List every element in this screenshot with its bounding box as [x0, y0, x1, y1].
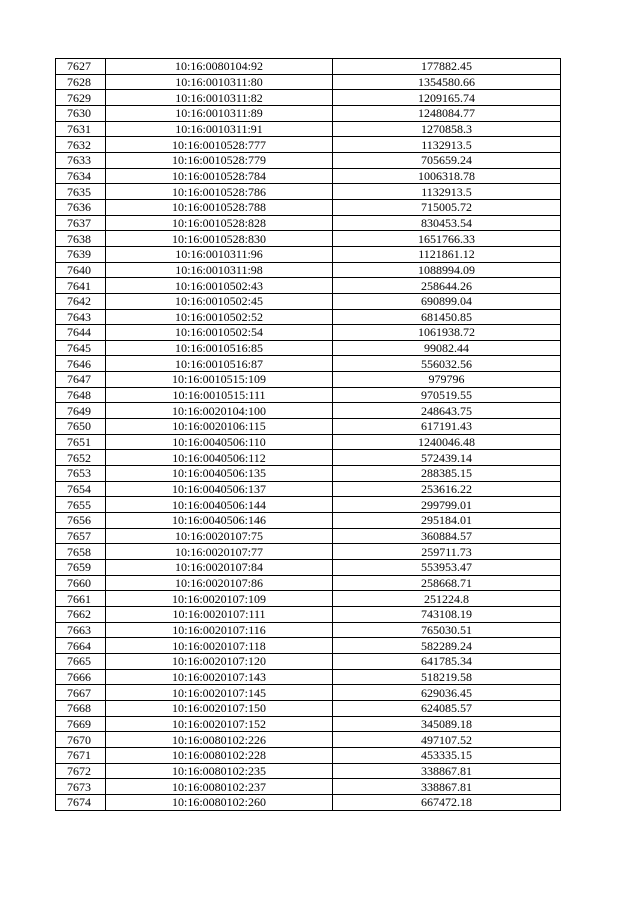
cadastral-number-cell: 10:16:0010502:43	[106, 278, 333, 294]
value-cell: 453335.15	[333, 747, 561, 763]
row-number-cell: 7664	[56, 638, 106, 654]
row-number-cell: 7670	[56, 732, 106, 748]
table-row	[56, 121, 561, 137]
cadastral-number-cell: 10:16:0080102:237	[106, 779, 333, 795]
table-row	[56, 575, 561, 591]
row-number-cell: 7668	[56, 700, 106, 716]
row-number-cell: 7665	[56, 653, 106, 669]
row-number-cell: 7659	[56, 560, 106, 576]
table-row	[56, 278, 561, 294]
row-number-cell: 7631	[56, 121, 106, 137]
row-number-cell: 7662	[56, 606, 106, 622]
cadastral-number-cell: 10:16:0040506:146	[106, 513, 333, 529]
table-row	[56, 340, 561, 356]
value-cell: 99082.44	[333, 340, 561, 356]
row-number-cell: 7651	[56, 434, 106, 450]
row-number-cell: 7629	[56, 90, 106, 106]
table-row	[56, 184, 561, 200]
table-row	[56, 74, 561, 90]
row-number-cell: 7653	[56, 466, 106, 482]
table-row	[56, 638, 561, 654]
table-row	[56, 450, 561, 466]
cadastral-number-cell: 10:16:0010502:45	[106, 293, 333, 309]
value-cell: 345089.18	[333, 716, 561, 732]
value-cell: 979796	[333, 372, 561, 388]
cadastral-number-cell: 10:16:0040506:135	[106, 466, 333, 482]
cadastral-number-cell: 10:16:0020107:152	[106, 716, 333, 732]
table-row	[56, 794, 561, 810]
row-number-cell: 7636	[56, 199, 106, 215]
row-number-cell: 7641	[56, 278, 106, 294]
row-number-cell: 7648	[56, 387, 106, 403]
table-row	[56, 685, 561, 701]
cadastral-number-cell: 10:16:0080102:260	[106, 794, 333, 810]
value-cell: 1240046.48	[333, 434, 561, 450]
table-row	[56, 732, 561, 748]
value-cell: 338867.81	[333, 779, 561, 795]
cadastral-number-cell: 10:16:0080102:235	[106, 763, 333, 779]
cadastral-number-cell: 10:16:0010528:777	[106, 137, 333, 153]
value-cell: 553953.47	[333, 560, 561, 576]
value-cell: 1121861.12	[333, 246, 561, 262]
value-cell: 338867.81	[333, 763, 561, 779]
row-number-cell: 7647	[56, 372, 106, 388]
value-cell: 295184.01	[333, 513, 561, 529]
row-number-cell: 7667	[56, 685, 106, 701]
table-row	[56, 528, 561, 544]
value-cell: 1132913.5	[333, 137, 561, 153]
value-cell: 258668.71	[333, 575, 561, 591]
value-cell: 705659.24	[333, 152, 561, 168]
value-cell: 1270858.3	[333, 121, 561, 137]
value-cell: 177882.45	[333, 59, 561, 75]
row-number-cell: 7666	[56, 669, 106, 685]
table-row	[56, 309, 561, 325]
cadastral-number-cell: 10:16:0020107:75	[106, 528, 333, 544]
row-number-cell: 7643	[56, 309, 106, 325]
table-row	[56, 105, 561, 121]
row-number-cell: 7640	[56, 262, 106, 278]
table-row	[56, 356, 561, 372]
cadastral-number-cell: 10:16:0010311:82	[106, 90, 333, 106]
cadastral-value-table	[55, 58, 561, 811]
value-cell: 248643.75	[333, 403, 561, 419]
table-row	[56, 231, 561, 247]
cadastral-number-cell: 10:16:0010528:786	[106, 184, 333, 200]
row-number-cell: 7673	[56, 779, 106, 795]
row-number-cell: 7658	[56, 544, 106, 560]
value-cell: 667472.18	[333, 794, 561, 810]
table-row	[56, 544, 561, 560]
row-number-cell: 7655	[56, 497, 106, 513]
table-row	[56, 560, 561, 576]
row-number-cell: 7650	[56, 419, 106, 435]
table-row	[56, 419, 561, 435]
row-number-cell: 7671	[56, 747, 106, 763]
table-row	[56, 466, 561, 482]
cadastral-number-cell: 10:16:0020107:84	[106, 560, 333, 576]
value-cell: 556032.56	[333, 356, 561, 372]
value-cell: 360884.57	[333, 528, 561, 544]
cadastral-number-cell: 10:16:0010515:109	[106, 372, 333, 388]
table-row	[56, 747, 561, 763]
table-row	[56, 622, 561, 638]
cadastral-number-cell: 10:16:0010311:98	[106, 262, 333, 278]
row-number-cell: 7663	[56, 622, 106, 638]
row-number-cell: 7669	[56, 716, 106, 732]
row-number-cell: 7644	[56, 325, 106, 341]
table-row	[56, 372, 561, 388]
table-row	[56, 606, 561, 622]
table-row	[56, 387, 561, 403]
row-number-cell: 7635	[56, 184, 106, 200]
row-number-cell: 7661	[56, 591, 106, 607]
cadastral-number-cell: 10:16:0010528:788	[106, 199, 333, 215]
table-row	[56, 653, 561, 669]
row-number-cell: 7649	[56, 403, 106, 419]
cadastral-number-cell: 10:16:0020107:86	[106, 575, 333, 591]
value-cell: 830453.54	[333, 215, 561, 231]
value-cell: 299799.01	[333, 497, 561, 513]
cadastral-number-cell: 10:16:0010311:80	[106, 74, 333, 90]
cadastral-number-cell: 10:16:0040506:112	[106, 450, 333, 466]
value-cell: 624085.57	[333, 700, 561, 716]
table-row	[56, 59, 561, 75]
cadastral-number-cell: 10:16:0080102:226	[106, 732, 333, 748]
row-number-cell: 7630	[56, 105, 106, 121]
row-number-cell: 7627	[56, 59, 106, 75]
value-cell: 1006318.78	[333, 168, 561, 184]
table-row	[56, 152, 561, 168]
value-cell: 518219.58	[333, 669, 561, 685]
row-number-cell: 7628	[56, 74, 106, 90]
table-row	[56, 90, 561, 106]
table-row	[56, 246, 561, 262]
value-cell: 765030.51	[333, 622, 561, 638]
row-number-cell: 7656	[56, 513, 106, 529]
cadastral-number-cell: 10:16:0010311:91	[106, 121, 333, 137]
table-row	[56, 199, 561, 215]
value-cell: 1651766.33	[333, 231, 561, 247]
value-cell: 690899.04	[333, 293, 561, 309]
table-row	[56, 700, 561, 716]
table-row	[56, 591, 561, 607]
row-number-cell: 7634	[56, 168, 106, 184]
cadastral-number-cell: 10:16:0010516:85	[106, 340, 333, 356]
table-row	[56, 293, 561, 309]
cadastral-number-cell: 10:16:0010311:89	[106, 105, 333, 121]
row-number-cell: 7654	[56, 481, 106, 497]
cadastral-number-cell: 10:16:0020104:100	[106, 403, 333, 419]
cadastral-number-cell: 10:16:0020107:118	[106, 638, 333, 654]
value-cell: 288385.15	[333, 466, 561, 482]
table-row	[56, 434, 561, 450]
cadastral-number-cell: 10:16:0040506:144	[106, 497, 333, 513]
cadastral-number-cell: 10:16:0020107:150	[106, 700, 333, 716]
value-cell: 681450.85	[333, 309, 561, 325]
row-number-cell: 7642	[56, 293, 106, 309]
cadastral-number-cell: 10:16:0010528:779	[106, 152, 333, 168]
table-row	[56, 262, 561, 278]
cadastral-number-cell: 10:16:0010528:830	[106, 231, 333, 247]
cadastral-number-cell: 10:16:0010311:96	[106, 246, 333, 262]
cadastral-number-cell: 10:16:0010528:828	[106, 215, 333, 231]
row-number-cell: 7652	[56, 450, 106, 466]
value-cell: 497107.52	[333, 732, 561, 748]
table-row	[56, 716, 561, 732]
value-cell: 251224.8	[333, 591, 561, 607]
table-row	[56, 137, 561, 153]
value-cell: 1354580.66	[333, 74, 561, 90]
value-cell: 1061938.72	[333, 325, 561, 341]
cadastral-number-cell: 10:16:0080104:92	[106, 59, 333, 75]
cadastral-number-cell: 10:16:0080102:228	[106, 747, 333, 763]
row-number-cell: 7672	[56, 763, 106, 779]
cadastral-number-cell: 10:16:0010502:54	[106, 325, 333, 341]
cadastral-number-cell: 10:16:0020107:120	[106, 653, 333, 669]
cadastral-number-cell: 10:16:0010528:784	[106, 168, 333, 184]
table-body	[56, 59, 561, 811]
cadastral-number-cell: 10:16:0020107:111	[106, 606, 333, 622]
row-number-cell: 7660	[56, 575, 106, 591]
cadastral-number-cell: 10:16:0010516:87	[106, 356, 333, 372]
row-number-cell: 7639	[56, 246, 106, 262]
cadastral-number-cell: 10:16:0020107:143	[106, 669, 333, 685]
value-cell: 1132913.5	[333, 184, 561, 200]
table-row	[56, 513, 561, 529]
value-cell: 253616.22	[333, 481, 561, 497]
cadastral-number-cell: 10:16:0020107:145	[106, 685, 333, 701]
value-cell: 970519.55	[333, 387, 561, 403]
value-cell: 1088994.09	[333, 262, 561, 278]
cadastral-number-cell: 10:16:0020107:77	[106, 544, 333, 560]
value-cell: 1209165.74	[333, 90, 561, 106]
table-row	[56, 763, 561, 779]
value-cell: 582289.24	[333, 638, 561, 654]
cadastral-number-cell: 10:16:0010515:111	[106, 387, 333, 403]
table-row	[56, 669, 561, 685]
value-cell: 572439.14	[333, 450, 561, 466]
value-cell: 743108.19	[333, 606, 561, 622]
row-number-cell: 7674	[56, 794, 106, 810]
cadastral-number-cell: 10:16:0040506:110	[106, 434, 333, 450]
row-number-cell: 7637	[56, 215, 106, 231]
table-row	[56, 779, 561, 795]
value-cell: 258644.26	[333, 278, 561, 294]
row-number-cell: 7645	[56, 340, 106, 356]
table-row	[56, 403, 561, 419]
value-cell: 715005.72	[333, 199, 561, 215]
cadastral-number-cell: 10:16:0010502:52	[106, 309, 333, 325]
cadastral-number-cell: 10:16:0020106:115	[106, 419, 333, 435]
value-cell: 617191.43	[333, 419, 561, 435]
table-row	[56, 481, 561, 497]
cadastral-number-cell: 10:16:0020107:109	[106, 591, 333, 607]
table-row	[56, 497, 561, 513]
cadastral-number-cell: 10:16:0020107:116	[106, 622, 333, 638]
row-number-cell: 7638	[56, 231, 106, 247]
row-number-cell: 7657	[56, 528, 106, 544]
value-cell: 1248084.77	[333, 105, 561, 121]
table-row	[56, 168, 561, 184]
cadastral-number-cell: 10:16:0040506:137	[106, 481, 333, 497]
table-row	[56, 215, 561, 231]
row-number-cell: 7632	[56, 137, 106, 153]
row-number-cell: 7633	[56, 152, 106, 168]
value-cell: 259711.73	[333, 544, 561, 560]
value-cell: 629036.45	[333, 685, 561, 701]
row-number-cell: 7646	[56, 356, 106, 372]
value-cell: 641785.34	[333, 653, 561, 669]
table-row	[56, 325, 561, 341]
